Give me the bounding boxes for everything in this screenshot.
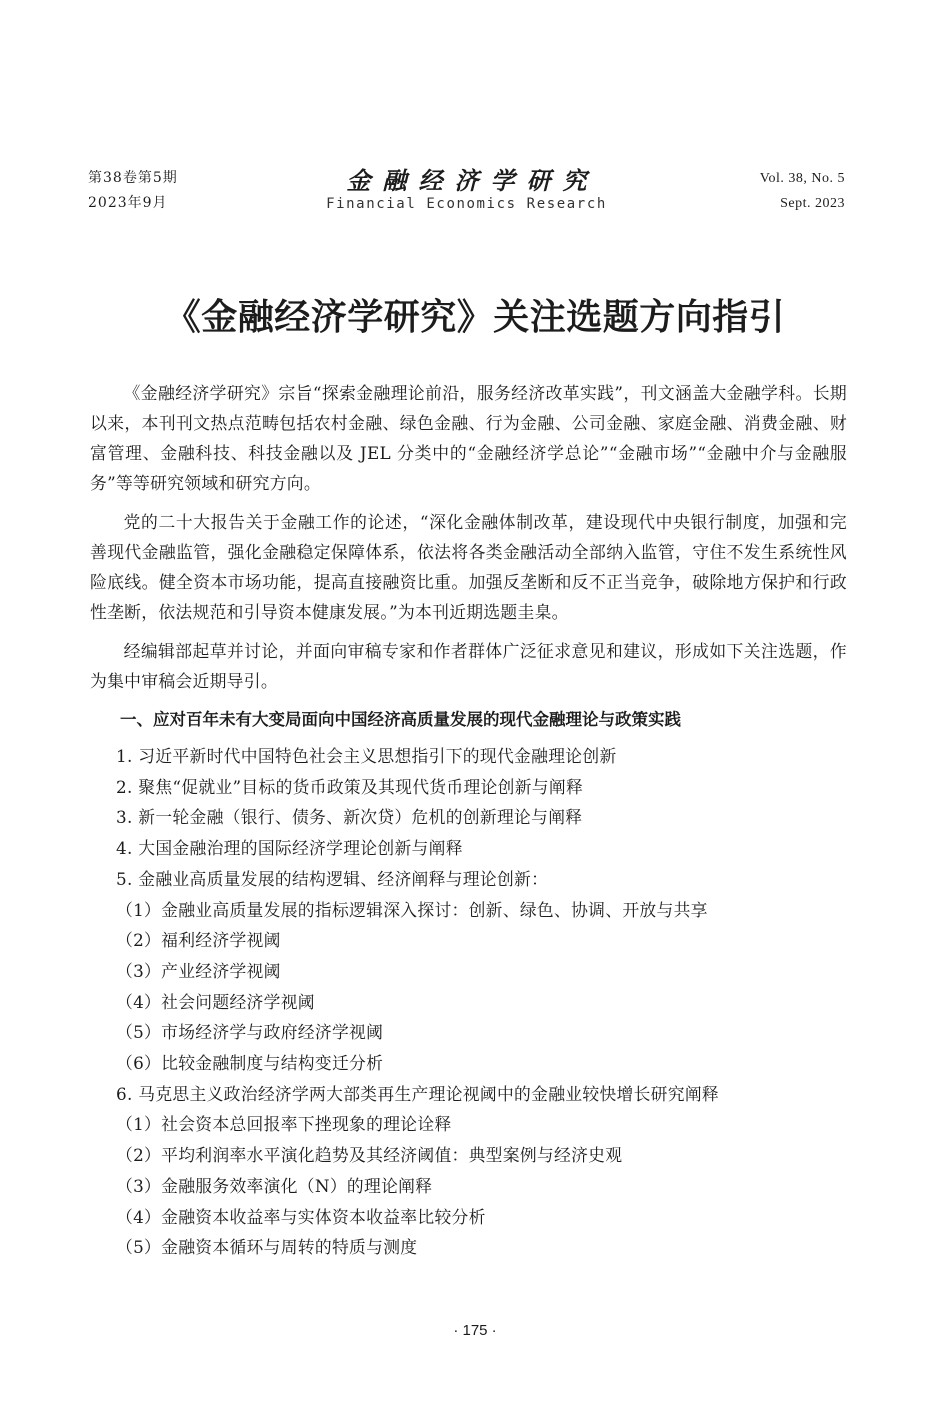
- journal-name-en: Financial Economics Research: [326, 196, 607, 212]
- intro-paragraph: 《金融经济学研究》宗旨“探索金融理论前沿，服务经济改革实践”，刊文涵盖大金融学科。长期以来，本刊刊文热点范畴包括农村金融、绿色金融、行为金融、公司金融、家庭金融、消费金融、财富管理、金融科技、科技金融以及 JEL 分类中的“金融经济学总论”“金融市场”“金融中介与金融服务”等等研究领域和研究方向。: [90, 383, 847, 493]
- page-title: 《金融经济学研究》关注选题方向指引: [164, 297, 786, 338]
- page-header: [88, 166, 845, 220]
- topic-list: [90, 741, 847, 1263]
- list-item: （4）金融资本收益率与实体资本收益率比较分析: [116, 1206, 486, 1227]
- journal-masthead: [88, 166, 845, 212]
- article-body: [90, 378, 847, 1263]
- list-item: 6. 马克思主义政治经济学两大部类再生产理论视阈中的金融业较快增长研究阐释: [116, 1083, 720, 1104]
- policy-paragraph: 党的二十大报告关于金融工作的论述，“深化金融体制改革，建设现代中央银行制度，加强和完善现代金融监管，强化金融稳定保障体系，依法将各类金融活动全部纳入监管，守住不发生系统性风险底线。健全资本市场功能，提高直接融资比重。加强反垄断和反不正当竞争，破除地方保护和行政性垄断，依法规范和引导资本健康发展。”为本刊近期选题圭臬。: [90, 512, 847, 622]
- header-right: [760, 166, 845, 216]
- list-item: （1）金融业高质量发展的指标逻辑深入探讨：创新、绿色、协调、开放与共享: [116, 899, 708, 920]
- list-item: （5）金融资本循环与周转的特质与测度: [116, 1237, 418, 1258]
- list-item: 3. 新一轮金融（银行、债务、新次贷）危机的创新理论与阐释: [116, 807, 583, 828]
- date-cn: 2023年9月: [88, 195, 168, 211]
- volume-cn: 第38卷第5期: [88, 170, 178, 186]
- list-item: （1）社会资本总回报率下挫现象的理论诠释: [116, 1114, 452, 1135]
- list-item: 2. 聚焦“促就业”目标的货币政策及其现代货币理论创新与阐释: [116, 776, 584, 797]
- list-item: （3）产业经济学视阈: [116, 960, 281, 981]
- list-item: 5. 金融业高质量发展的结构逻辑、经济阐释与理论创新：: [116, 868, 549, 889]
- date-en: Sept. 2023: [780, 196, 845, 211]
- list-item: （3）金融服务效率演化（N）的理论阐释: [116, 1175, 433, 1196]
- page-number: · 175 ·: [453, 1322, 497, 1339]
- process-paragraph: 经编辑部起草并讨论，并面向审稿专家和作者群体广泛征求意见和建议，形成如下关注选题，作为集中审稿会近期导引。: [90, 641, 847, 691]
- list-item: （2）福利经济学视阈: [116, 930, 281, 951]
- section-heading: 一、应对百年未有大变局面向中国经济高质量发展的现代金融理论与政策实践: [120, 710, 681, 729]
- list-item: （2）平均利润率水平演化趋势及其经济阈值：典型案例与经济史观: [116, 1145, 623, 1166]
- list-item: 4. 大国金融治理的国际经济学理论创新与阐释: [116, 838, 463, 859]
- list-item: （6）比较金融制度与结构变迁分析: [116, 1053, 384, 1074]
- list-item: （5）市场经济学与政府经济学视阈: [116, 1022, 384, 1043]
- list-item: （4）社会问题经济学视阈: [116, 991, 315, 1012]
- volume-en: Vol. 38, No. 5: [759, 171, 845, 186]
- journal-name-cn: 金融经济学研究: [346, 166, 599, 195]
- list-item: 1. 习近平新时代中国特色社会主义思想指引下的现代金融理论创新: [116, 746, 617, 766]
